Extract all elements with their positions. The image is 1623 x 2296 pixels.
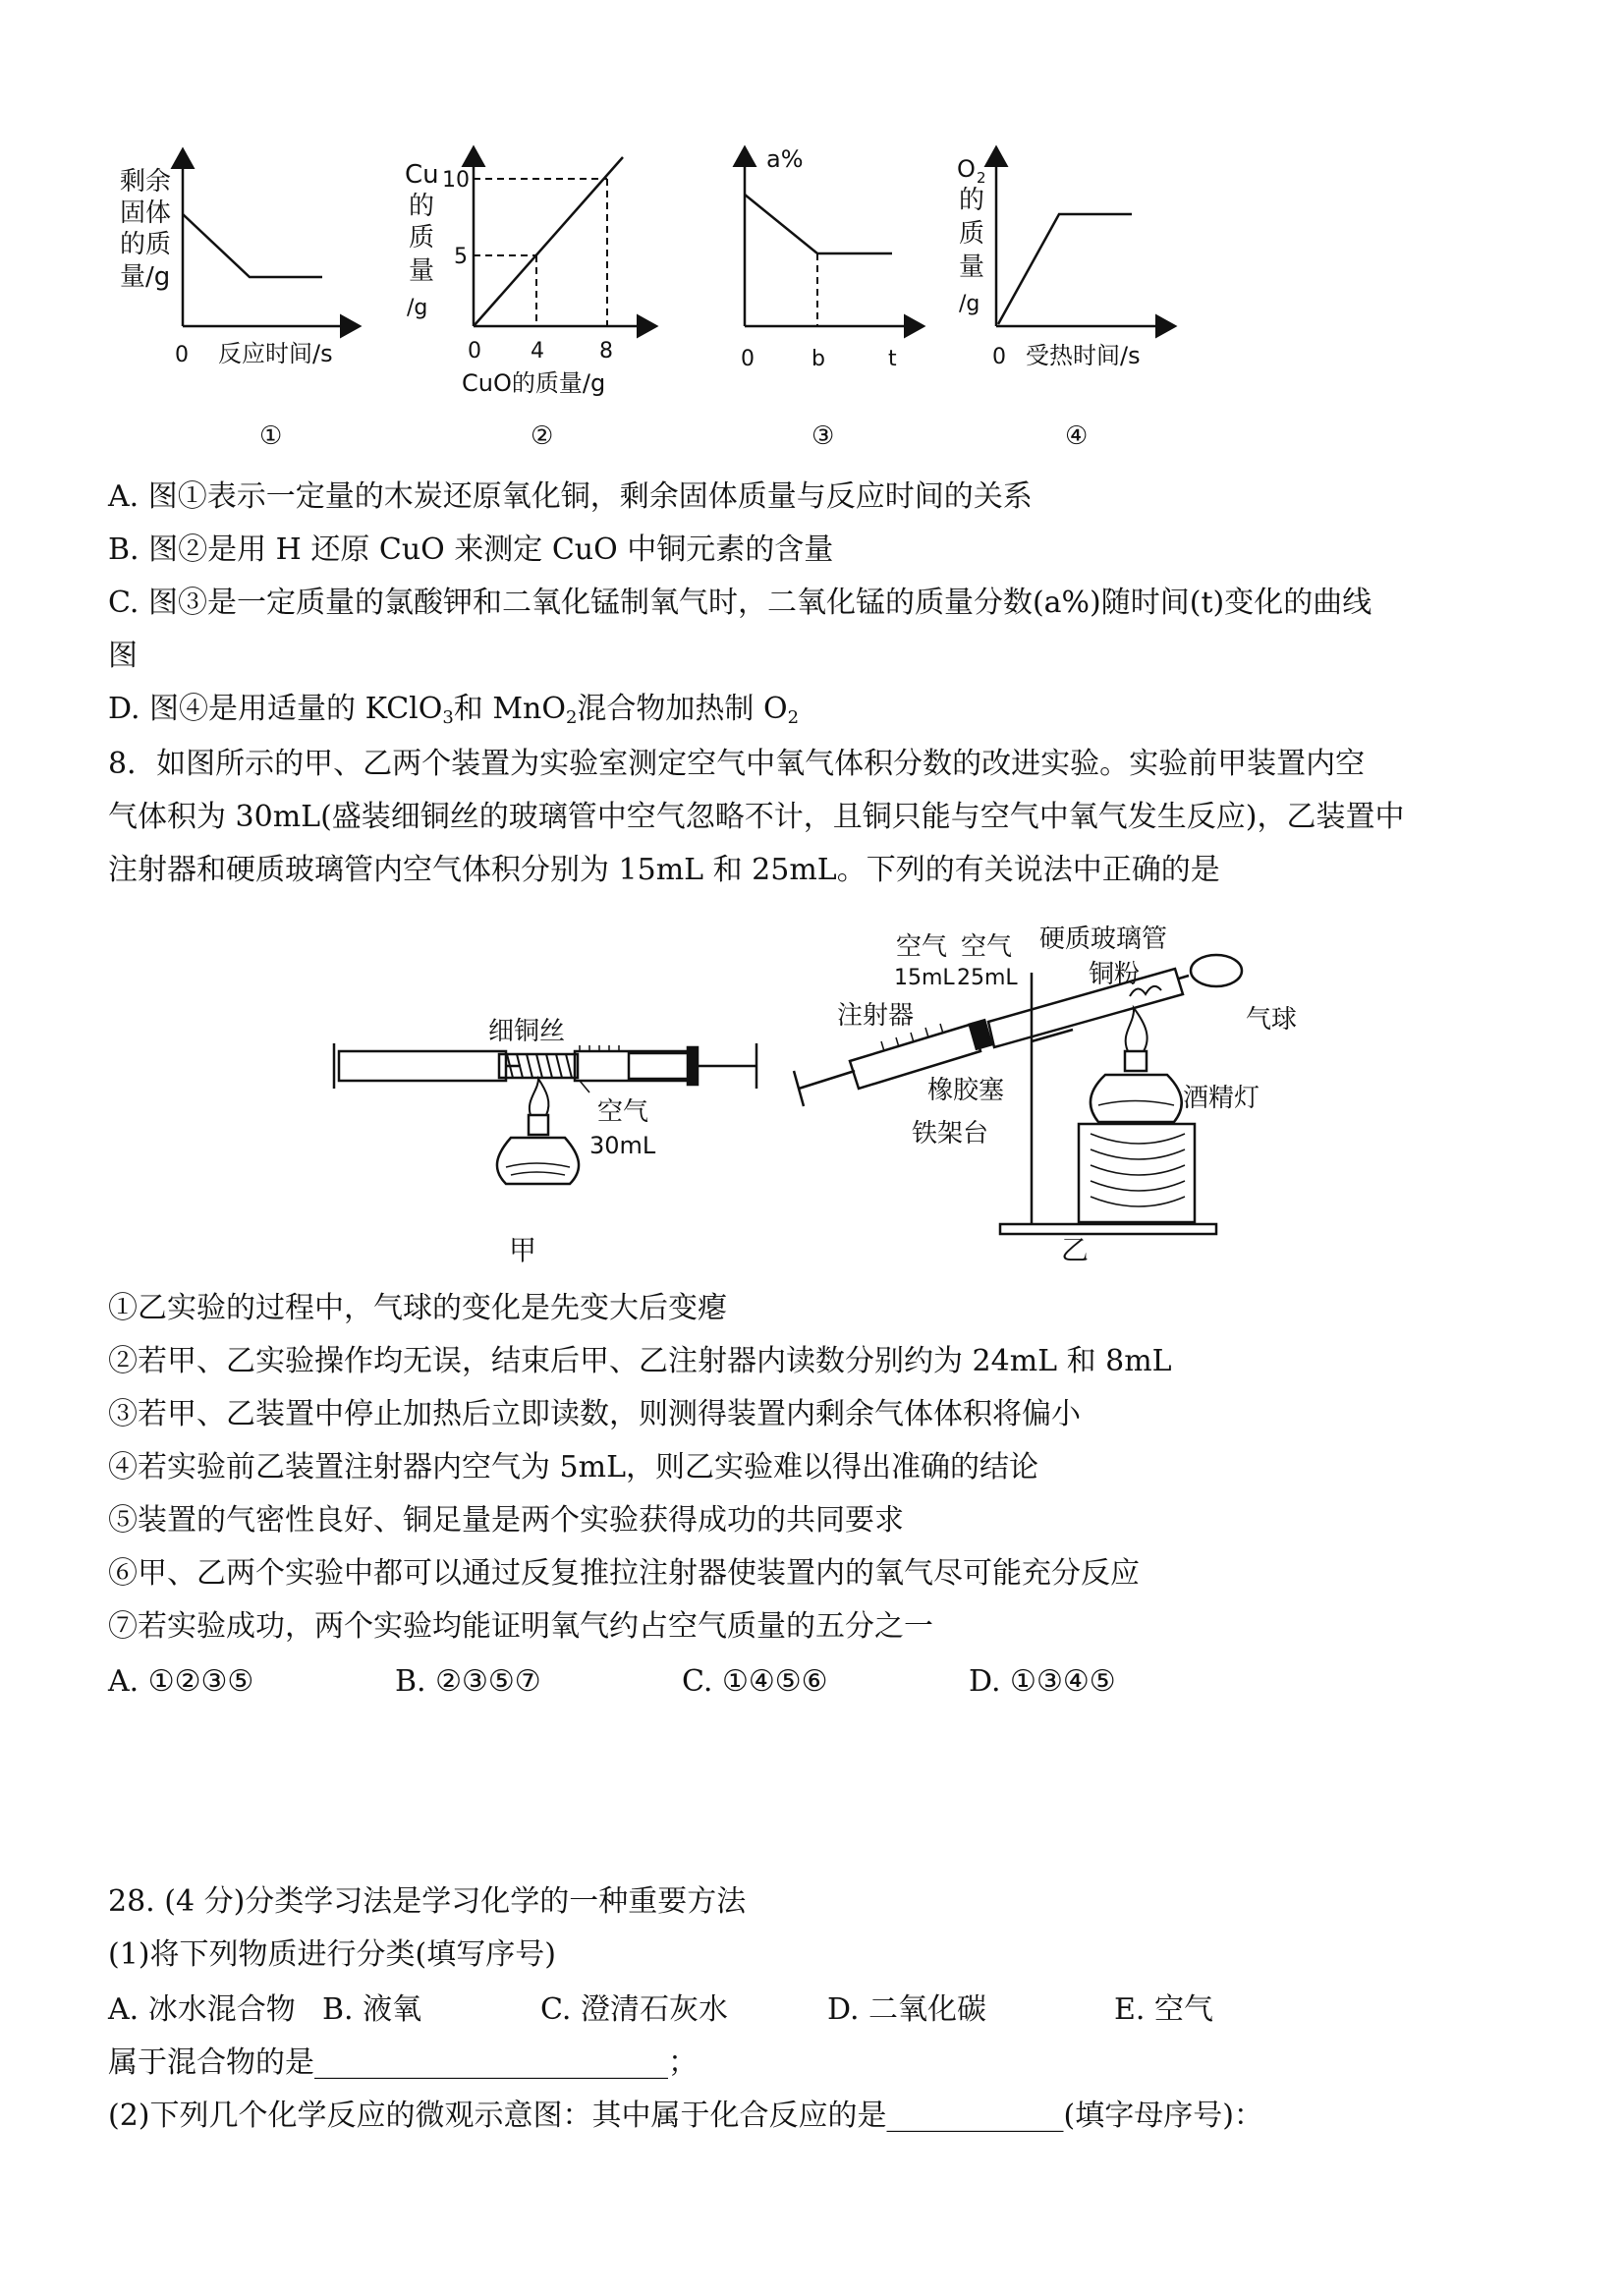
yi-balloon-label: 气球 — [1246, 1005, 1298, 1035]
jia-vol-label: 30mL — [589, 1132, 656, 1159]
q8-statement-6: ⑥甲、乙两个实验中都可以通过反复推拉注射器使装置内的氧气尽可能充分反应 — [108, 1556, 1140, 1591]
graphs-figure — [0, 0, 1623, 462]
q8-choice-c: C. ①④⑤⑥ — [682, 1664, 828, 1699]
yi-stand-label: 铁架台 — [912, 1119, 989, 1148]
graph-2-ylabel-2: 的 — [409, 192, 435, 221]
graph-4-ylabel-1: O — [957, 155, 976, 183]
q7-d-sub-3: 2 — [787, 707, 800, 728]
q8-statement-4: ④若实验前乙装置注射器内空气为 5mL，则乙实验难以得出准确的结论 — [108, 1450, 1038, 1484]
graph-4-xlabel: 受热时间/s — [1026, 342, 1141, 369]
q28-option-b: B. 液氧 — [322, 1992, 422, 2027]
graph-3-xtick-0: 0 — [741, 347, 755, 371]
graph-4-ylabel-4: 量 — [959, 252, 985, 282]
graph-2-ylabel-5: /g — [407, 296, 428, 320]
yi-air-label-2: 空气 — [961, 932, 1013, 962]
q28-line-2: (1)将下列物质进行分类(填写序号) — [108, 1937, 556, 1972]
q7-d-text-3: 混合物加热制 O — [577, 692, 788, 726]
q8-line-2: 气体积为 30mL(盛装细铜丝的玻璃管中空气忽略不计，且铜只能与空气中氧气发生反应)，乙装置中 — [108, 800, 1405, 834]
q7-option-b: B. 图②是用 H 还原 CuO 来测定 CuO 中铜元素的含量 — [108, 532, 834, 567]
q7-option-c: C. 图③是一定质量的氯酸钾和二氧化锰制氧气时，二氧化锰的质量分数(a%)随时间(t)变化的曲线 — [108, 586, 1372, 620]
graph-4-origin: 0 — [992, 345, 1006, 369]
graph-3-caption: ③ — [812, 421, 835, 451]
yi-caption: 乙 — [1061, 1234, 1090, 1266]
q8-statement-3: ③若甲、乙装置中停止加热后立即读数，则测得装置内剩余气体体积将偏小 — [108, 1397, 1081, 1431]
graph-1-ylabel-1: 剩余 — [120, 167, 172, 196]
graph-1-curve — [183, 214, 322, 277]
graph-3-xtick-t: t — [888, 347, 897, 371]
yi-lamp-label: 酒精灯 — [1183, 1084, 1260, 1113]
graph-2 — [405, 147, 656, 451]
apparatus-jia — [334, 1043, 756, 1184]
yi-air-label-1: 空气 — [896, 932, 948, 962]
graph-3-ylabel: a% — [766, 145, 804, 173]
graph-2-curve — [474, 157, 623, 326]
graph-2-xtick-8: 8 — [599, 339, 613, 364]
graph-4-ylabel-2: 的 — [959, 186, 985, 215]
yi-tube-label: 硬质玻璃管 — [1039, 924, 1168, 954]
graph-2-ytick-5: 5 — [454, 245, 468, 269]
graph-3 — [741, 145, 923, 451]
graph-4-ylabel-5: /g — [959, 292, 980, 316]
graph-2-xlabel: CuO的质量/g — [462, 369, 606, 397]
q28-blank-mixture[interactable]: 属于混合物的是________________________； — [108, 2045, 698, 2080]
q8-statement-5: ⑤装置的气密性良好、铜足量是两个实验获得成功的共同要求 — [108, 1503, 904, 1538]
q8-choice-d: D. ①③④⑤ — [969, 1664, 1116, 1699]
q8-statement-1: ①乙实验的过程中，气球的变化是先变大后变瘪 — [108, 1291, 727, 1325]
q28-option-d: D. 二氧化碳 — [827, 1992, 987, 2027]
q7-d-sub-1: 3 — [442, 707, 454, 728]
q28-options — [108, 1990, 1213, 2030]
q8-statement-2: ②若甲、乙实验操作均无误，结束后甲、乙注射器内读数分别约为 24mL 和 8mL — [108, 1344, 1172, 1378]
graph-1-ylabel-3: 的质 — [120, 230, 172, 259]
graph-3-xtick-b: b — [812, 347, 825, 371]
graph-2-ylabel-3: 质 — [409, 223, 435, 252]
yi-syringe-label: 注射器 — [837, 1001, 915, 1031]
graph-1-ylabel-4: 量/g — [120, 262, 171, 292]
q28-option-e: E. 空气 — [1114, 1992, 1213, 2027]
graph-2-xtick-4: 4 — [531, 339, 544, 364]
graph-4-ylabel-sub: 2 — [977, 169, 986, 187]
graph-2-caption: ② — [531, 421, 554, 451]
yi-powder-label: 铜粉 — [1089, 960, 1141, 989]
apparatus-figure — [0, 914, 1623, 1287]
graph-1-xlabel: 反应时间/s — [218, 340, 333, 367]
yi-vol-label-1: 15mL — [894, 966, 955, 990]
yi-stopper-label: 橡胶塞 — [927, 1076, 1005, 1105]
q7-d-sub-2: 2 — [565, 707, 578, 728]
graph-2-ylabel-1: Cu — [405, 160, 439, 190]
graph-1-caption: ① — [259, 421, 283, 451]
q7-option-a: A. 图①表示一定量的木炭还原氧化铜，剩余固体质量与反应时间的关系 — [108, 479, 1033, 514]
graph-2-xtick-0: 0 — [468, 339, 481, 364]
graph-4-ylabel-3: 质 — [959, 219, 985, 249]
graph-1 — [120, 149, 360, 451]
q28-option-c: C. 澄清石灰水 — [540, 1992, 728, 2027]
q8-choice-b: B. ②③⑤⑦ — [395, 1664, 541, 1699]
q7-option-c-cont: 图 — [108, 639, 138, 673]
graph-1-origin: 0 — [175, 343, 189, 367]
yi-vol-label-2: 25mL — [957, 966, 1018, 990]
jia-air-label: 空气 — [597, 1097, 649, 1127]
q8-choices — [108, 1662, 1116, 1702]
q7-option-d — [108, 690, 799, 738]
q28-option-a: A. 冰水混合物 — [108, 1992, 296, 2027]
graph-3-curve — [745, 195, 892, 253]
q28-blank-combination[interactable]: (2)下列几个化学反应的微观示意图：其中属于化合反应的是____________(填字母序号)： — [108, 2099, 1263, 2133]
jia-copper-wire-label: 细铜丝 — [488, 1017, 566, 1046]
graph-4-caption: ④ — [1065, 421, 1089, 451]
graph-2-ylabel-4: 量 — [409, 256, 435, 286]
graph-2-ytick-10: 10 — [442, 168, 470, 193]
apparatus-yi — [794, 955, 1242, 1234]
graph-4 — [957, 147, 1175, 451]
q8-statement-7: ⑦若实验成功，两个实验均能证明氧气约占空气质量的五分之一 — [108, 1609, 933, 1644]
graph-4-curve — [998, 214, 1132, 324]
q7-d-text-2: 和 MnO — [453, 692, 566, 726]
jia-caption: 甲 — [509, 1234, 537, 1266]
q8-line-3: 注射器和硬质玻璃管内空气体积分别为 15mL 和 25mL。下列的有关说法中正确的是 — [108, 853, 1220, 887]
q7-d-text-1: D. 图④是用适量的 KClO — [108, 692, 443, 726]
graph-1-ylabel-2: 固体 — [120, 198, 172, 228]
q8-line-1: 8．如图所示的甲、乙两个装置为实验室测定空气中氧气体积分数的改进实验。实验前甲装置内空 — [108, 747, 1366, 781]
q28-line-1: 28. (4 分)分类学习法是学习化学的一种重要方法 — [108, 1884, 747, 1919]
q8-choice-a: A. ①②③⑤ — [108, 1664, 254, 1699]
